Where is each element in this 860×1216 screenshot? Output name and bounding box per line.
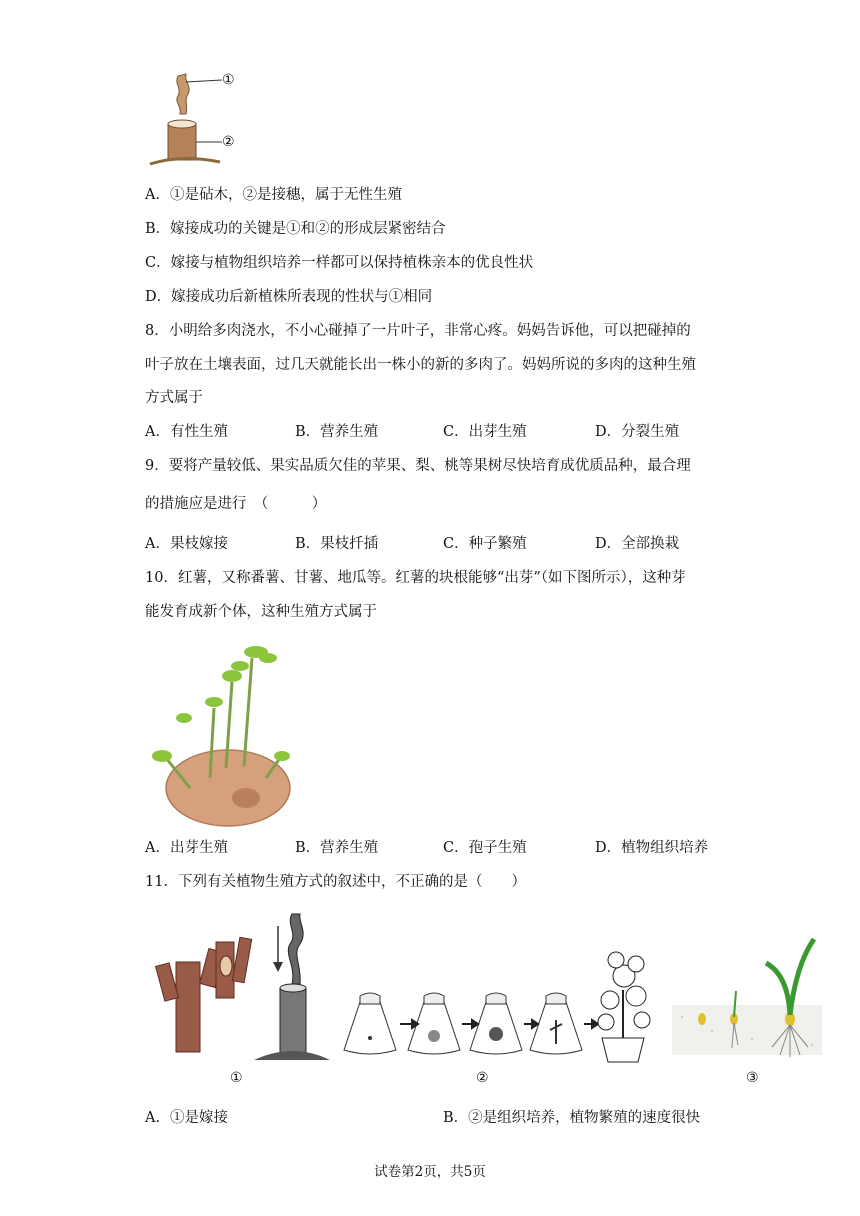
q10-option-a: A．出芽生殖: [145, 840, 228, 856]
q9-option-b: B．果枝扦插: [295, 536, 379, 552]
q9-stem-line-2: 的措施应是进行 （ ）: [145, 496, 327, 512]
q8-option-a: A．有性生殖: [145, 424, 228, 440]
q7-option-d: D．嫁接成功后新植株所表现的性状与①相同: [145, 289, 433, 305]
figure-label-seed: ③: [746, 1070, 759, 1086]
q7-option-c: C．嫁接与植物组织培养一样都可以保持植株亲本的优良性状: [145, 255, 534, 271]
q10-stem-line-2: 能发育成新个体，这种生殖方式属于: [145, 604, 377, 620]
q9-stem-line-1: 9．要将产量较低、果实品质欠佳的苹果、梨、桃等果树尽快培育成优质品种，最合理: [145, 458, 691, 474]
q8-stem-line-3: 方式属于: [145, 390, 203, 406]
figure-label-tissue: ②: [476, 1070, 489, 1086]
figure-label-2: ②: [222, 134, 235, 150]
q8-option-b: B．营养生殖: [295, 424, 379, 440]
q11-stem: 11．下列有关植物生殖方式的叙述中，不正确的是（ ）: [145, 874, 526, 890]
q9-option-a: A．果枝嫁接: [145, 536, 228, 552]
sweet-potato-shape: [166, 750, 290, 826]
q10-option-c: C．孢子生殖: [443, 840, 527, 856]
q7-option-b: B．嫁接成功的关键是①和②的形成层紧密结合: [145, 221, 446, 237]
q8-option-c: C．出芽生殖: [443, 424, 527, 440]
q10-stem-line-1: 10．红薯，又称番薯、甘薯、地瓜等。红薯的块根能够“出芽”（如下图所示），这种芽: [145, 570, 686, 586]
q8-option-d: D．分裂生殖: [595, 424, 680, 440]
figure-label-1: ①: [222, 72, 235, 88]
q9-option-c: C．种子繁殖: [443, 536, 527, 552]
q9-option-d: D．全部换栽: [595, 536, 680, 552]
seed-germination-illustration: [672, 935, 822, 1060]
scion-shape: [177, 74, 189, 114]
q10-option-d: D．植物组织培养: [595, 840, 709, 856]
q11-option-a: A．①是嫁接: [145, 1110, 228, 1126]
tissue-culture-illustration: [340, 940, 670, 1065]
q8-stem-line-1: 8．小明给多肉浇水，不小心碰掉了一片叶子，非常心疼。妈妈告诉他，可以把碰掉的: [145, 323, 691, 339]
page-footer: 试卷第2页，共5页: [374, 1164, 486, 1180]
grafting-illustration: [150, 910, 350, 1065]
q7-option-a: A．①是砧木，②是接穗，属于无性生殖: [145, 187, 402, 203]
figure-label-graft: ①: [230, 1070, 243, 1086]
q8-stem-line-2: 叶子放在土壤表面，过几天就能长出一株小的新的多肉了。妈妈所说的多肉的这种生殖: [145, 357, 696, 373]
q11-option-b: B．②是组织培养，植物繁殖的速度很快: [443, 1110, 701, 1126]
stock-shape: [168, 124, 196, 160]
q10-option-b: B．营养生殖: [295, 840, 379, 856]
sweet-potato-sprout-figure: [148, 638, 293, 830]
